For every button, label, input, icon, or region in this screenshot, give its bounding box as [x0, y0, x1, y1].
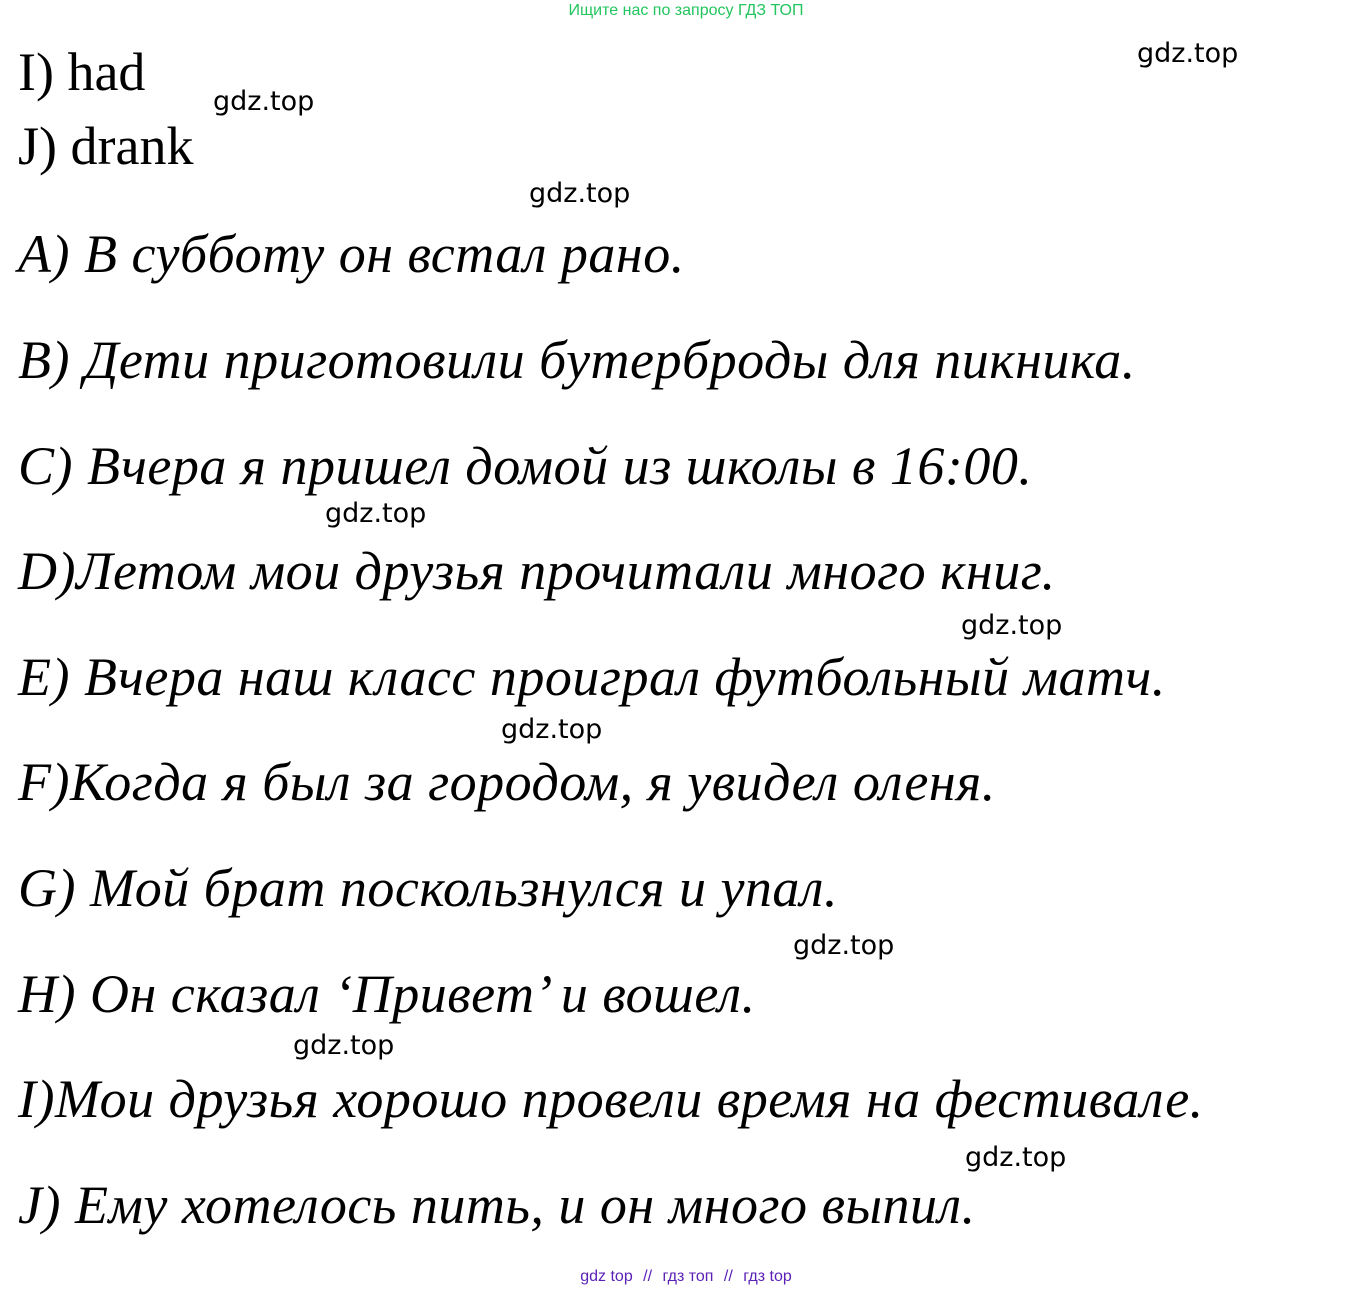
watermark: gdz.top: [1137, 38, 1239, 69]
translation-b: B) Дети приготовили бутерброды для пикника.: [18, 330, 1136, 390]
translation-g: G) Мой брат поскользнулся и упал.: [18, 858, 838, 918]
translation-c: C) Вчера я пришел домой из школы в 16:00.: [18, 436, 1033, 496]
watermark: gdz.top: [213, 86, 315, 117]
translation-a: A) В субботу он встал рано.: [18, 224, 685, 284]
footer-link-gdz-top[interactable]: gdz top: [580, 1268, 633, 1285]
top-banner: Ищите нас по запросу ГДЗ ТОП: [568, 2, 804, 19]
watermark: gdz.top: [529, 178, 631, 209]
translation-i: I)Мои друзья хорошо провели время на фестивале.: [18, 1069, 1204, 1129]
watermark: gdz.top: [325, 498, 427, 529]
footer-separator: //: [723, 1268, 733, 1285]
translation-j: J) Ему хотелось пить, и он много выпил.: [18, 1175, 976, 1235]
watermark: gdz.top: [965, 1142, 1067, 1173]
watermark: gdz.top: [793, 930, 895, 961]
answer-j: J) drank: [18, 116, 194, 176]
answer-i: I) had: [18, 42, 146, 102]
translation-e: E) Вчера наш класс проиграл футбольный матч.: [18, 647, 1166, 707]
footer-link-gdz-top-ru[interactable]: гдз топ: [662, 1268, 714, 1285]
footer-links: [0, 1268, 1372, 1286]
translation-d: D)Летом мои друзья прочитали много книг.: [18, 541, 1056, 601]
footer-separator: //: [643, 1268, 653, 1285]
translation-h: H) Он сказал ‘Привет’ и вошел.: [18, 964, 756, 1024]
watermark: gdz.top: [961, 610, 1063, 641]
watermark: gdz.top: [501, 714, 603, 745]
watermark: gdz.top: [293, 1030, 395, 1061]
translation-f: F)Когда я был за городом, я увидел оленя.: [18, 752, 996, 812]
footer-link-gdz-top-mixed[interactable]: гдз top: [743, 1268, 792, 1285]
